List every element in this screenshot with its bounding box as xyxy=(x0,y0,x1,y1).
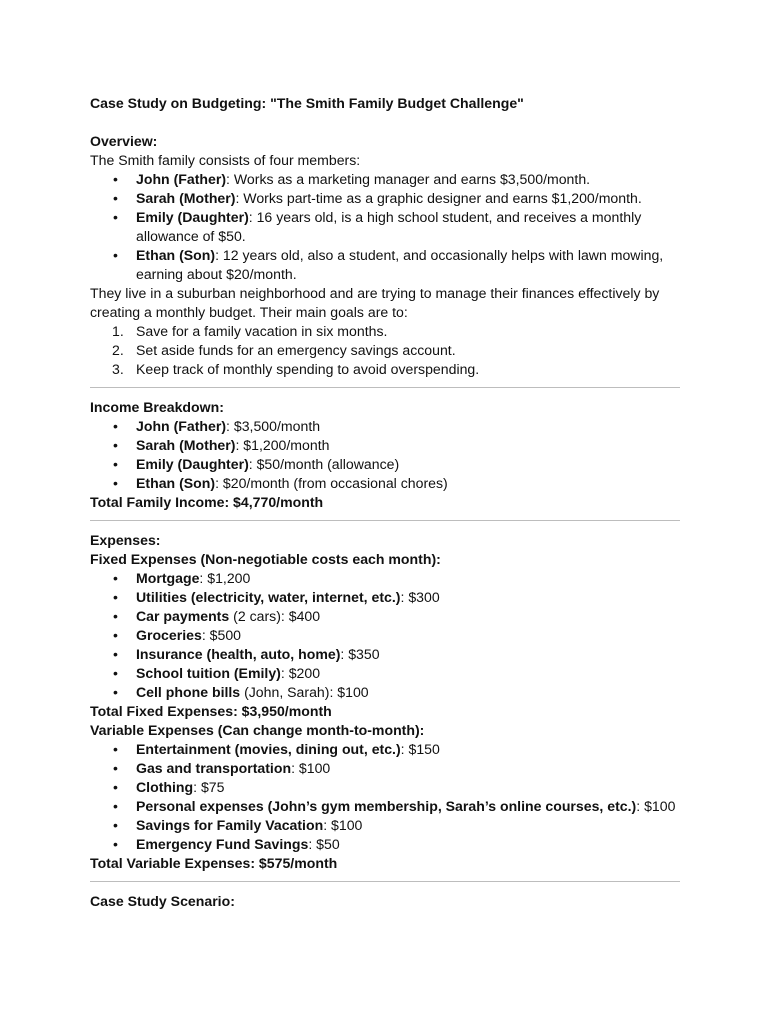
overview-heading: Overview: xyxy=(90,133,158,149)
section-divider xyxy=(90,881,680,882)
overview-paragraph-line: They live in a suburban neighborhood and are trying to manage their finances effectively by xyxy=(90,285,660,301)
total-income: Total Family Income: $4,770/month xyxy=(90,494,324,510)
expense-name: Gas and transportation xyxy=(136,760,292,776)
member-name: Ethan (Son) xyxy=(136,247,216,263)
expense-amount: (2 cars): $400 xyxy=(229,608,321,624)
list-item xyxy=(90,816,680,835)
goal-text: Set aside funds for an emergency savings account. xyxy=(136,342,456,358)
list-item xyxy=(90,360,680,379)
member-detail-cont: earning about $20/month. xyxy=(136,266,297,282)
goal-number: 2. xyxy=(112,342,124,358)
goal-text: Keep track of monthly spending to avoid overspending. xyxy=(136,361,480,377)
income-amount: : $1,200/month xyxy=(235,437,330,453)
variable-expenses-heading: Variable Expenses (Can change month-to-month): xyxy=(90,722,425,738)
list-item xyxy=(90,588,680,607)
list-item xyxy=(90,569,680,588)
list-item xyxy=(90,740,680,759)
goal-text: Save for a family vacation in six months. xyxy=(136,323,388,339)
fixed-expenses-heading: Fixed Expenses (Non-negotiable costs each month): xyxy=(90,551,441,567)
expense-name: Savings for Family Vacation xyxy=(136,817,324,833)
expense-name: Insurance (health, auto, home) xyxy=(136,646,341,662)
scenario-heading: Case Study Scenario: xyxy=(90,893,235,909)
income-source: John (Father) xyxy=(136,418,227,434)
list-item xyxy=(90,417,680,436)
list-item xyxy=(90,474,680,493)
expense-amount: : $100 xyxy=(636,798,676,814)
member-detail: : 16 years old, is a high school student, and receives a monthly xyxy=(248,209,642,225)
expense-amount: : $100 xyxy=(323,817,363,833)
list-item xyxy=(90,208,680,246)
expense-name: Utilities (electricity, water, internet, etc.) xyxy=(136,589,401,605)
member-detail: : Works as a marketing manager and earns $3,500/month. xyxy=(226,171,591,187)
goal-number: 1. xyxy=(112,323,124,339)
income-list xyxy=(90,417,680,493)
expense-amount: : $100 xyxy=(291,760,331,776)
income-source: Emily (Daughter) xyxy=(136,456,249,472)
list-item xyxy=(90,341,680,360)
overview-paragraph-line: creating a monthly budget. Their main goals are to: xyxy=(90,304,408,320)
list-item xyxy=(90,835,680,854)
expense-name: Cell phone bills xyxy=(136,684,241,700)
member-detail: : 12 years old, also a student, and occasionally helps with lawn mowing, xyxy=(215,247,664,263)
member-detail: : Works part-time as a graphic designer and earns $1,200/month. xyxy=(235,190,642,206)
list-item xyxy=(90,683,680,702)
list-item xyxy=(90,455,680,474)
income-heading: Income Breakdown: xyxy=(90,399,224,415)
list-item xyxy=(90,246,680,284)
expense-amount: : $300 xyxy=(400,589,440,605)
section-divider xyxy=(90,387,680,388)
member-name: John (Father) xyxy=(136,171,227,187)
list-item xyxy=(90,322,680,341)
income-amount: : $3,500/month xyxy=(226,418,321,434)
member-name: Emily (Daughter) xyxy=(136,209,249,225)
list-item xyxy=(90,778,680,797)
goals-list xyxy=(90,322,680,379)
overview-intro: The Smith family consists of four members: xyxy=(90,152,361,168)
expense-name: Car payments xyxy=(136,608,230,624)
income-amount: : $50/month (allowance) xyxy=(248,456,400,472)
expense-amount: : $75 xyxy=(193,779,225,795)
income-amount: : $20/month (from occasional chores) xyxy=(215,475,448,491)
expenses-heading: Expenses: xyxy=(90,532,161,548)
expense-name: Clothing xyxy=(136,779,194,795)
expense-name: Groceries xyxy=(136,627,202,643)
list-item xyxy=(90,759,680,778)
member-detail-cont: allowance of $50. xyxy=(136,228,246,244)
list-item xyxy=(90,645,680,664)
expense-amount: : $150 xyxy=(400,741,440,757)
expense-amount: (John, Sarah): $100 xyxy=(240,684,369,700)
member-name: Sarah (Mother) xyxy=(136,190,236,206)
expense-name: Emergency Fund Savings xyxy=(136,836,309,852)
expense-amount: : $1,200 xyxy=(199,570,251,586)
family-members-list xyxy=(90,170,680,284)
list-item xyxy=(90,170,680,189)
list-item xyxy=(90,189,680,208)
expense-name: Mortgage xyxy=(136,570,200,586)
section-divider xyxy=(90,520,680,521)
list-item xyxy=(90,797,680,816)
expense-name: Personal expenses (John’s gym membership, Sarah’s online courses, etc.) xyxy=(136,798,637,814)
income-source: Sarah (Mother) xyxy=(136,437,236,453)
variable-expenses-list xyxy=(90,740,680,854)
total-fixed-expenses: Total Fixed Expenses: $3,950/month xyxy=(90,703,332,719)
document-page xyxy=(90,94,680,911)
list-item xyxy=(90,626,680,645)
total-variable-expenses: Total Variable Expenses: $575/month xyxy=(90,855,338,871)
goal-number: 3. xyxy=(112,361,124,377)
fixed-expenses-list xyxy=(90,569,680,702)
document-title: Case Study on Budgeting: "The Smith Family Budget Challenge" xyxy=(90,95,524,111)
list-item xyxy=(90,607,680,626)
list-item xyxy=(90,436,680,455)
expense-amount: : $500 xyxy=(201,627,241,643)
income-source: Ethan (Son) xyxy=(136,475,216,491)
expense-amount: : $200 xyxy=(280,665,321,681)
expense-amount: : $350 xyxy=(340,646,380,662)
expense-name: Entertainment (movies, dining out, etc.) xyxy=(136,741,401,757)
blank-line xyxy=(90,113,680,132)
expense-amount: : $50 xyxy=(308,836,340,852)
list-item xyxy=(90,664,680,683)
expense-name: School tuition (Emily) xyxy=(136,665,281,681)
